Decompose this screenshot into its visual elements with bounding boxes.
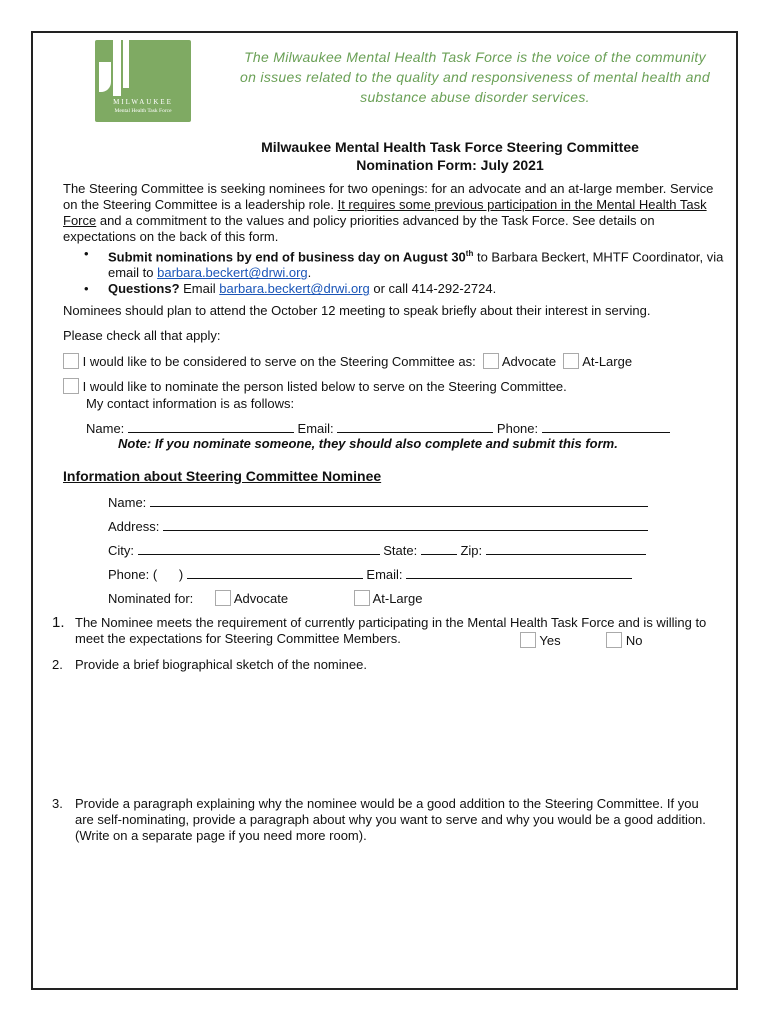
contact-email-label: Email:: [297, 421, 334, 436]
nominated-atlarge-label: At-Large: [372, 591, 423, 606]
contact-row: [86, 420, 670, 437]
nominate-label: I would like to nominate the person listed below to serve on the Steering Committee.: [82, 379, 567, 394]
intro-underlined: It requires some previous participation in the Mental Health Task Force: [63, 197, 707, 228]
check-all-label: Please check all that apply:: [63, 328, 221, 343]
nominee-zip-label: Zip:: [460, 543, 483, 558]
title-line-2: Nomination Form: July 2021: [356, 157, 544, 173]
q1-answers: [520, 632, 642, 649]
email-link-2[interactable]: barbara.beckert@drwi.org: [219, 281, 370, 297]
nominee-city-field[interactable]: [138, 542, 380, 555]
intro-text-1: The Steering Committee is seeking nominees for two openings: for an advocate and an at-large member. Service on the Steering Committee is a leadership role.: [63, 181, 714, 212]
nominee-name-label: Name:: [108, 495, 147, 510]
serve-atlarge-checkbox[interactable]: [563, 353, 579, 369]
nominee-phone-paren: ): [178, 567, 184, 582]
mhtf-logo: [95, 40, 191, 122]
serve-checkbox[interactable]: [63, 353, 79, 369]
intro-paragraph: [63, 181, 723, 245]
nominee-phone-row: [108, 566, 632, 583]
title-line-1: Milwaukee Mental Health Task Force Steering Committee: [261, 139, 639, 155]
q1-yes-checkbox[interactable]: [520, 632, 536, 648]
serve-label: I would like to be considered to serve on the Steering Committee as:: [82, 354, 476, 369]
nominee-zip-field[interactable]: [486, 542, 646, 555]
nominee-state-field[interactable]: [421, 542, 457, 555]
serve-advocate-checkbox[interactable]: [483, 353, 499, 369]
nominee-address-field[interactable]: [163, 518, 648, 531]
nominated-atlarge-checkbox[interactable]: [354, 590, 370, 606]
q1-yes-label: Yes: [539, 633, 561, 648]
q3-number: 3.: [52, 796, 63, 811]
serve-atlarge-label: At-Large: [582, 354, 633, 369]
nominee-email-field[interactable]: [406, 566, 632, 579]
questions-text: Email: [179, 281, 220, 297]
serve-advocate-label: Advocate: [501, 354, 557, 369]
intro-text-2: and a commitment to the values and policy priorities advanced by the Task Force. See details on expectations on the back of this form.: [63, 213, 655, 244]
submit-text: to Barbara Beckert, MHTF Coordinator, via email to: [108, 249, 724, 281]
q1-number: 1.: [52, 614, 65, 631]
nominated-advocate-checkbox[interactable]: [215, 590, 231, 606]
q3-answer-area[interactable]: [75, 850, 715, 980]
logo-subtitle: Mental Health Task Force: [114, 108, 172, 114]
option-nominate: [63, 378, 567, 395]
contact-phone-label: Phone:: [496, 421, 539, 436]
date-suffix: th: [465, 249, 474, 258]
contact-name-field[interactable]: [128, 420, 294, 433]
nominated-advocate-label: Advocate: [233, 591, 289, 606]
nominee-state-label: State:: [383, 543, 418, 558]
logo-name: MILWAUKEE: [113, 98, 173, 106]
option-serve: [63, 353, 632, 370]
nominee-address-label: Address:: [108, 519, 160, 534]
bullet-questions: • Questions? Email barbara.beckert@drwi.org or call 414-292-2724.: [84, 281, 497, 297]
q2-number: 2.: [52, 657, 63, 672]
nominee-phone-label: Phone: (: [108, 567, 158, 582]
nominated-for-row: [108, 590, 422, 607]
nominee-phone-field[interactable]: [187, 566, 363, 579]
nominee-name-field[interactable]: [150, 494, 648, 507]
q2-answer-area[interactable]: [75, 676, 715, 788]
nominated-for-label: Nominated for:: [108, 591, 194, 606]
nominee-city-label: City:: [108, 543, 134, 558]
nominee-note: Note: If you nominate someone, they should also complete and submit this form.: [118, 436, 618, 451]
contact-email-field[interactable]: [337, 420, 493, 433]
bullet-submit: • Submit nominations by end of business day on August 30th to Barbara Beckert, MHTF Coordinator, via email to barbara.beckert@drwi.org.: [84, 246, 724, 281]
contact-name-label: Name:: [86, 421, 125, 436]
contact-phone-field[interactable]: [542, 420, 670, 433]
submit-deadline: Submit nominations by end of business day on August 30: [108, 249, 466, 265]
questions-label: Questions?: [108, 281, 180, 297]
nominee-address-row: [108, 518, 648, 535]
section-heading: Information about Steering Committee Nominee: [63, 468, 382, 484]
contact-intro: My contact information is as follows:: [86, 396, 295, 411]
form-title: [230, 138, 670, 174]
tagline: The Milwaukee Mental Health Task Force is the voice of the community on issues related to the quality and responsiveness of mental health and substance abuse disorder services.: [240, 49, 710, 105]
submit-end: .: [307, 265, 312, 281]
meeting-note: Nominees should plan to attend the October 12 meeting to speak briefly about their interest in serving.: [63, 303, 651, 318]
nominee-name-row: [108, 494, 648, 511]
q2-text: Provide a brief biographical sketch of the nominee.: [75, 657, 367, 672]
questions-end: or call 414-292-2724.: [369, 281, 497, 297]
q1-text: The Nominee meets the requirement of currently participating in the Mental Health Task Force and is willing to meet the expectations for Steering Committee Members.: [75, 615, 707, 646]
nominate-checkbox[interactable]: [63, 378, 79, 394]
q1-no-label: No: [625, 633, 643, 648]
instructions-list: [84, 246, 724, 297]
q3-text: Provide a paragraph explaining why the nominee would be a good addition to the Steering Committee. If you are self-nominating, provide a paragraph about why you want to serve and why you would be a good addition. (Write on a separate page if you need more room).: [75, 796, 706, 843]
nominee-city-row: [108, 542, 646, 559]
nominee-email-label: Email:: [366, 567, 403, 582]
q1-no-checkbox[interactable]: [606, 632, 622, 648]
email-link-1[interactable]: barbara.beckert@drwi.org: [157, 265, 308, 281]
